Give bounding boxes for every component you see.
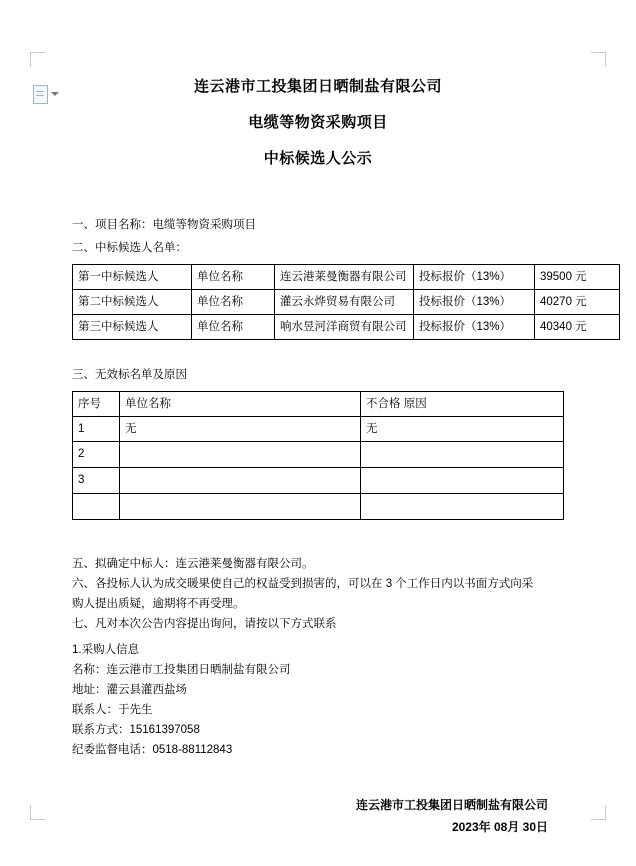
candidate-rank: 第一中标候选人 xyxy=(73,265,192,290)
cell-unit: 无 xyxy=(120,417,361,442)
cell-index: 2 xyxy=(73,442,120,468)
cell-reason: 无 xyxy=(361,417,564,442)
cell-reason xyxy=(361,468,564,494)
table-row xyxy=(73,468,564,494)
crop-mark-bottom-left xyxy=(30,805,45,820)
contact-heading: 1.采购人信息 xyxy=(72,644,140,656)
cell-unit xyxy=(120,442,361,468)
candidate-unit-name: 连云港莱曼衡器有限公司 xyxy=(275,265,414,290)
cell-unit xyxy=(120,468,361,494)
crop-mark-top-left xyxy=(30,52,45,67)
column-header-index: 序号 xyxy=(73,392,120,417)
contact-block xyxy=(72,640,564,760)
cell-unit xyxy=(120,494,361,520)
candidate-price-value: 39500 元 xyxy=(535,265,620,290)
candidate-unit-label: 单位名称 xyxy=(192,265,275,290)
candidate-price-label: 投标报价（13%） xyxy=(414,265,535,290)
candidate-price-label: 投标报价（13%） xyxy=(414,290,535,315)
cell-reason xyxy=(361,494,564,520)
cell-reason xyxy=(361,442,564,468)
signature-company: 连云港市工投集团日晒制盐有限公司 xyxy=(355,798,548,812)
candidate-unit-label: 单位名称 xyxy=(192,290,275,315)
section-item-6-line2: 购人提出质疑，逾期将不再受理。 xyxy=(72,598,245,610)
column-header-unit: 单位名称 xyxy=(120,392,361,417)
candidates-table xyxy=(72,264,620,340)
table-row xyxy=(73,494,564,520)
table-row xyxy=(73,417,564,442)
document-icon-group[interactable] xyxy=(33,84,59,104)
candidate-unit-name: 响水昱河洋商贸有限公司 xyxy=(275,315,414,340)
contact-address: 地址：灌云县灌西盐场 xyxy=(72,684,187,696)
candidate-price-value: 40340 元 xyxy=(535,315,620,340)
section-item-6-line1: 六、各投标人认为成交暖果使自己的权益受到损害的，可以在 3 个工作日内以书面方式向采 xyxy=(72,578,534,590)
page-title-line1: 连云港市工投集团日晒制盐有限公司 xyxy=(193,78,442,95)
crop-mark-top-right xyxy=(591,52,606,67)
candidate-unit-label: 单位名称 xyxy=(192,315,275,340)
table-row xyxy=(73,442,564,468)
contact-phone: 联系方式：15161397058 xyxy=(72,724,200,736)
contact-name: 名称：连云港市工投集团日晒制盐有限公司 xyxy=(72,664,291,676)
candidate-rank: 第三中标候选人 xyxy=(73,315,192,340)
crop-mark-bottom-right xyxy=(591,805,606,820)
invalid-bid-table xyxy=(72,391,564,520)
candidate-price-value: 40270 元 xyxy=(535,290,620,315)
signature-date: 2023年 08月 30日 xyxy=(451,820,548,834)
candidate-unit-name: 灌云永烨贸易有限公司 xyxy=(275,290,414,315)
page-title-line2: 电缆等物资采购项目 xyxy=(248,114,388,131)
section-item-3: 三、无效标名单及原因 xyxy=(72,369,187,381)
section-item-2: 二、中标候选人名单： xyxy=(72,242,187,254)
section-item-1: 一、项目名称：电缆等物资采购项目 xyxy=(72,219,256,231)
cell-index xyxy=(73,494,120,520)
contact-person: 联系人：于先生 xyxy=(72,704,153,716)
table-row xyxy=(73,265,620,290)
cell-index: 3 xyxy=(73,468,120,494)
body-block xyxy=(72,216,587,838)
table-header-row xyxy=(73,392,564,417)
candidate-rank: 第二中标候选人 xyxy=(73,290,192,315)
notice-paragraphs xyxy=(72,554,564,634)
column-header-reason: 不合格 原因 xyxy=(361,392,564,417)
section-item-5: 五、拟确定中标人：连云港莱曼衡器有限公司。 xyxy=(72,558,314,570)
chevron-down-icon[interactable] xyxy=(51,92,59,96)
cell-index: 1 xyxy=(73,417,120,442)
document-content xyxy=(72,72,587,838)
section-item-7: 七、凡对本次公告内容提出询问，请按以下方式联系 xyxy=(72,618,337,630)
table-row xyxy=(73,290,620,315)
document-icon xyxy=(33,85,48,104)
page-title-line3: 中标候选人公示 xyxy=(263,150,373,167)
contact-supervision-phone: 纪委监督电话：0518-88112843 xyxy=(72,744,233,756)
signature-block xyxy=(72,794,564,838)
table-row xyxy=(73,315,620,340)
candidate-price-label: 投标报价（13%） xyxy=(414,315,535,340)
